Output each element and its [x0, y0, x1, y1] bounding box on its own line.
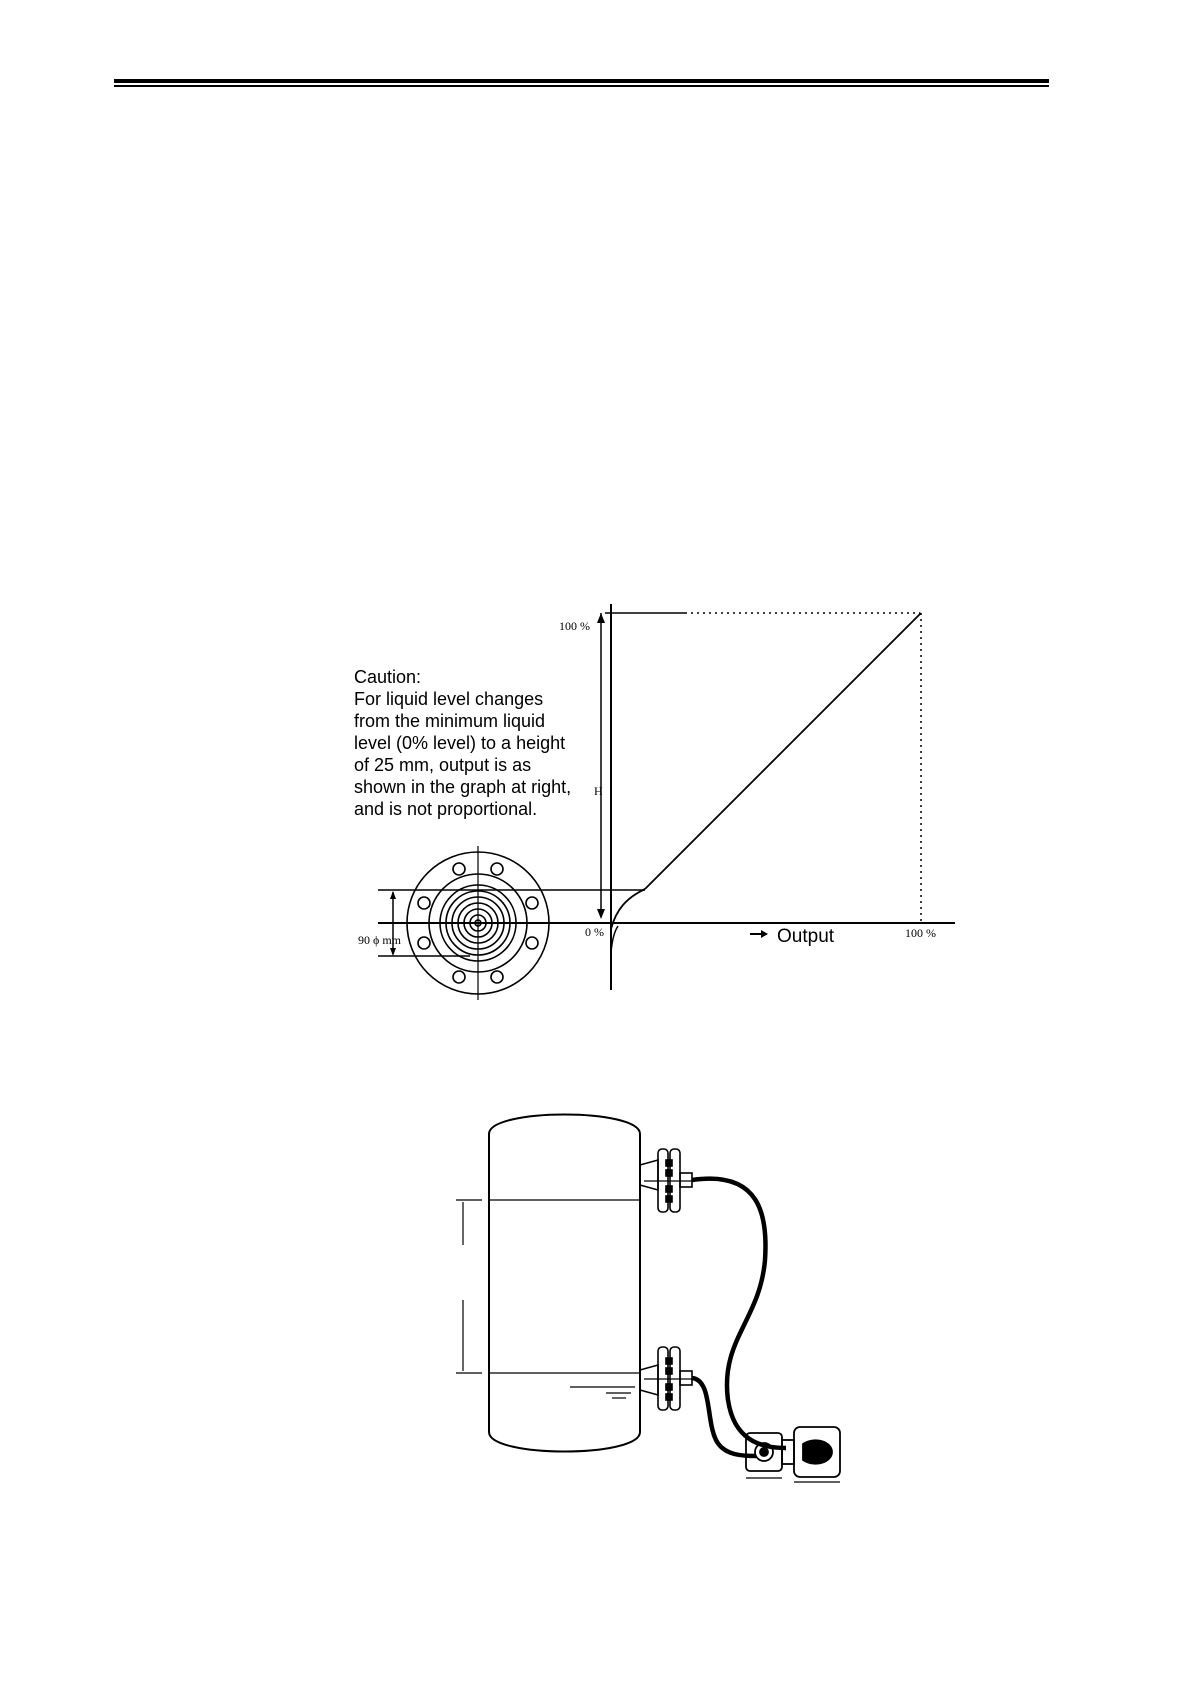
output-graph [378, 604, 955, 990]
liquid-level-icon [570, 1387, 635, 1398]
tank-vessel [489, 1115, 640, 1452]
caution-line: For liquid level changes [354, 689, 544, 709]
caution-line: level (0% level) to a height [354, 733, 566, 753]
dim-arrow-down-icon [390, 948, 396, 956]
output-curve-linear [645, 613, 921, 889]
h-label: H [594, 784, 603, 798]
caution-line: shown in the graph at right, [354, 777, 572, 797]
right-arrow-icon [750, 930, 768, 938]
h-arrow-down-icon [597, 909, 605, 919]
caution-line: of 25 mm, output is as [354, 755, 532, 775]
caution-line: Caution: [354, 667, 422, 687]
y-top-label: 100 % [559, 619, 590, 633]
transmitter-icon [746, 1427, 840, 1482]
caution-line: from the minimum liquid [354, 711, 546, 731]
tank-installation [456, 1115, 840, 1483]
dim-arrow-up-icon [390, 891, 396, 899]
flange-dimension-label: 90 ϕ mm [358, 933, 401, 947]
caution-line: and is not proportional. [354, 799, 538, 819]
lower-flange [640, 1347, 694, 1410]
upper-flange [640, 1149, 694, 1212]
y-zero-label: 0 % [585, 925, 604, 939]
x-end-label: 100 % [905, 926, 936, 940]
x-axis-label: Output [777, 926, 835, 947]
flange-diaphragm-icon [407, 846, 549, 1000]
output-curve-foot [611, 926, 618, 953]
upper-capillary [692, 1179, 786, 1448]
h-arrow-up-icon [597, 613, 605, 623]
